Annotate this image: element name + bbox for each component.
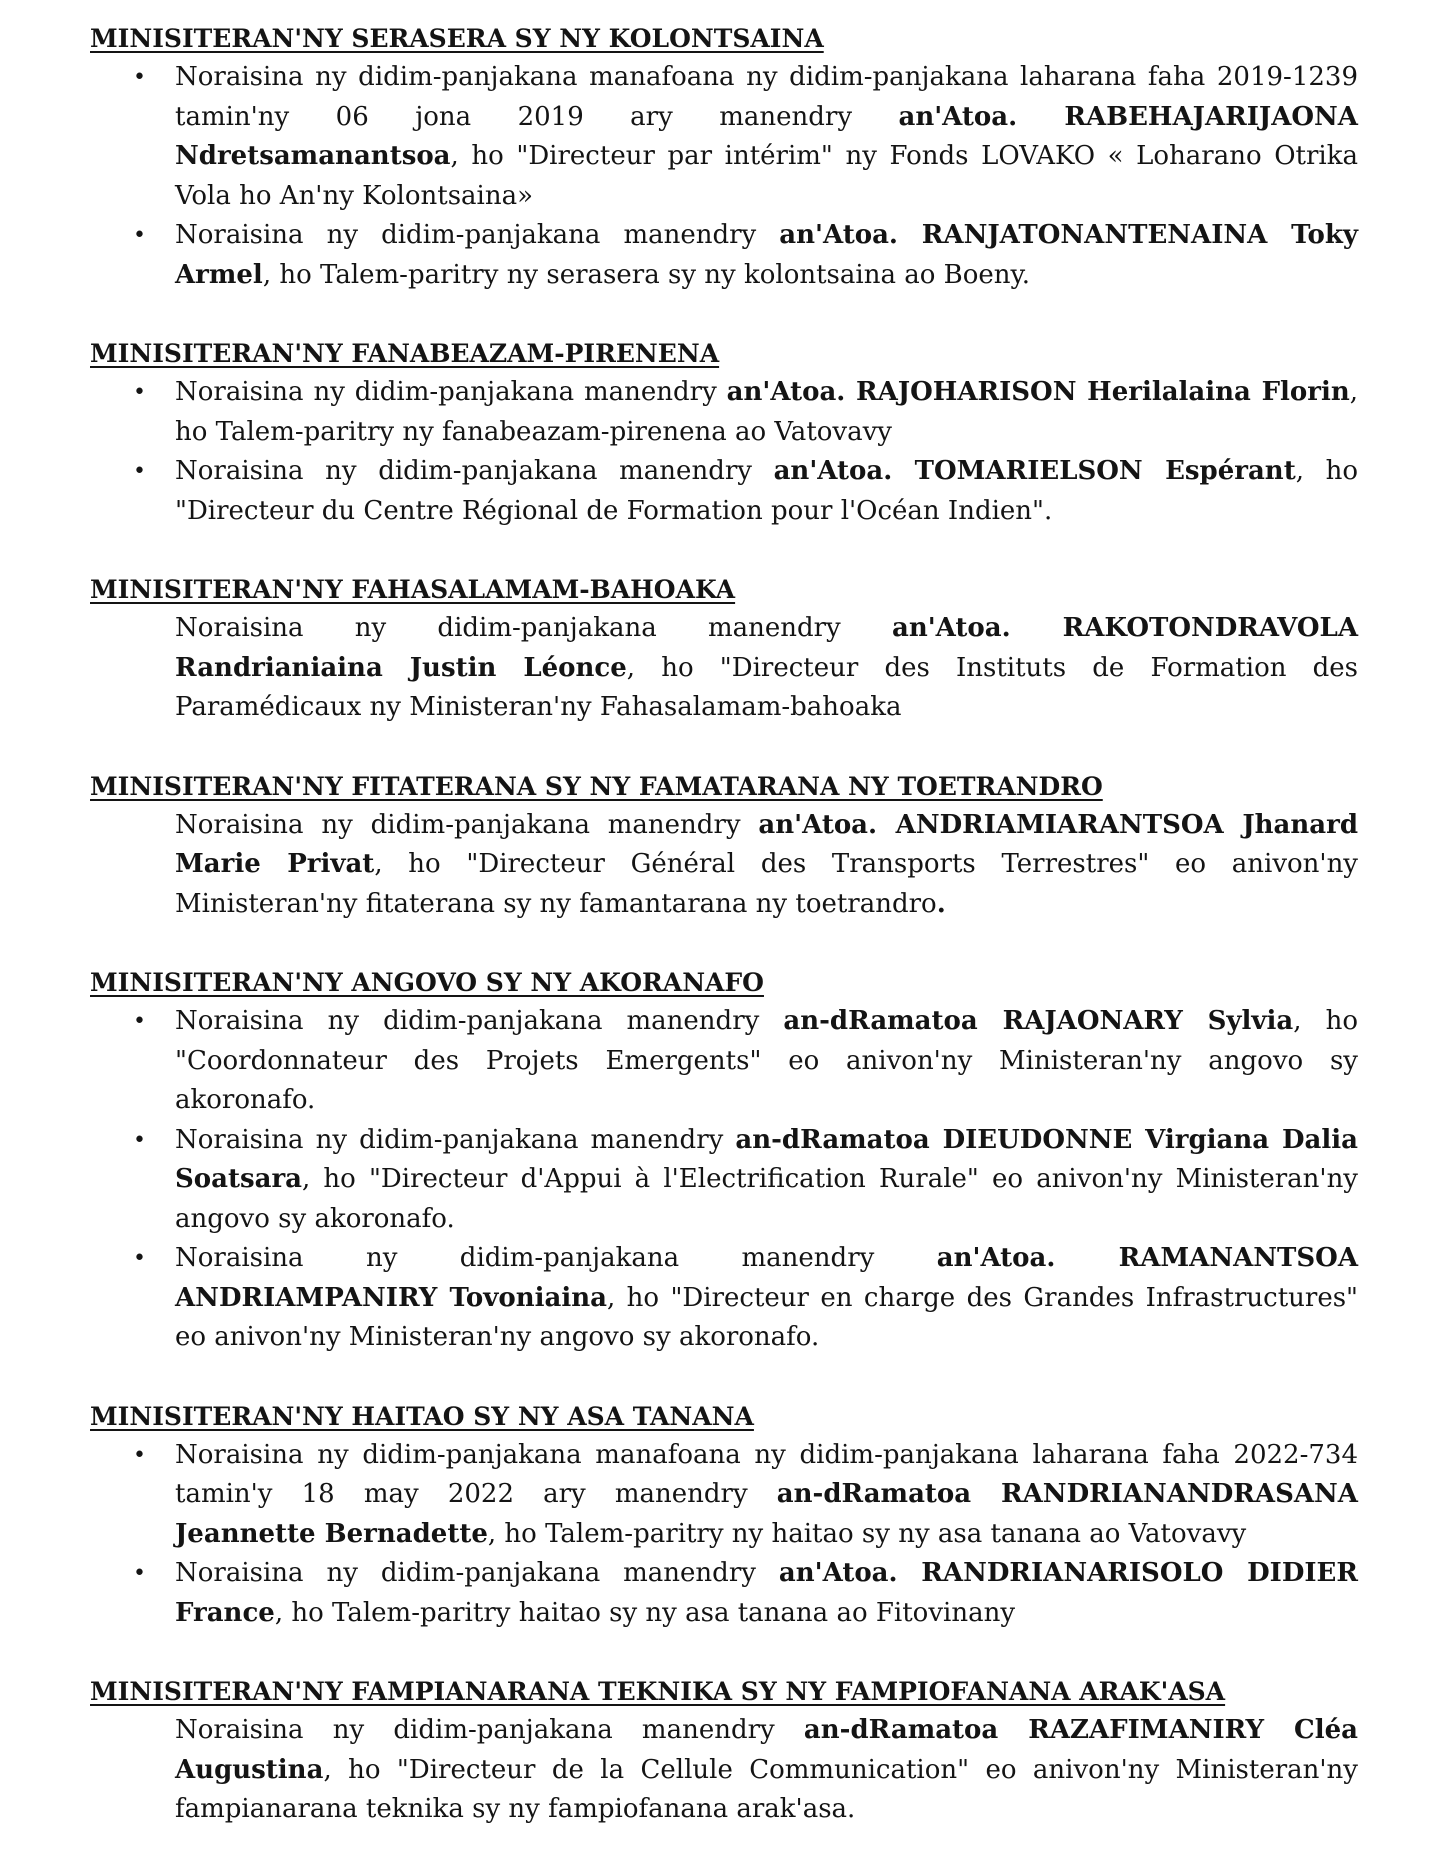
appointment-list [90,1436,1358,1634]
ministry-heading: MINISITERAN'NY FAMPIANARANA TEKNIKA SY NY FAMPIOFANANA ARAK'ASA [90,1677,1226,1706]
entry-text: , ho "Coordonnateur des Projets Emergents" eo anivon'ny Ministeran'ny angovo sy akoronafo. [175,1006,1358,1115]
appointment-entry [133,1239,1359,1358]
bullet-icon: • [133,380,146,405]
entry-text: Noraisina ny didim-panjakana manendry [175,220,780,250]
appointment-entry [175,1711,1358,1830]
ministry-section [90,571,1358,728]
appointee-name: . [936,888,946,919]
appointment-entry [133,216,1358,295]
bullet-icon: • [133,1127,146,1153]
bullet-icon: • [133,65,146,90]
entry-text: , ho Talem-paritry ny fanabeazam-pirenena ao Vatovavy [175,377,1358,447]
bullet-icon: • [133,459,146,484]
entry-text: , ho "Directeur de la Cellule Communication" eo anivon'ny Ministeran'ny fampianarana teknika sy ny fampiofanana arak'asa. [175,1754,1358,1824]
entry-text: , ho "Directeur d'Appui à l'Electrification Rurale" eo anivon'ny Ministeran'ny angovo sy akoronafo. [175,1164,1358,1234]
appointee-name: an'Atoa. RAKOTONDRAVOLA Randrianiaina Justin Léonce [175,613,1358,683]
entry-text: , ho Talem-paritry ny serasera sy ny kolontsaina ao Boeny. [262,259,1031,290]
entry-text: , ho "Directeur Général des Transports Terrestres" eo anivon'ny Ministeran'ny fitaterana sy ny famantarana ny toetrandro [175,849,1359,919]
ministry-heading: MINISITERAN'NY FANABEAZAM-PIRENENA [90,339,720,368]
bullet-icon: • [133,223,146,248]
appointment-entry [175,609,1358,728]
appointee-name: an-dRamatoa RANDRIANANDRASANA Jeannette Bernadette [175,1479,1358,1549]
appointment-list [90,806,1358,925]
ministry-section [90,1398,1358,1634]
entry-text: Noraisina ny didim-panjakana manafoana ny didim-panjakana laharana faha 2019-1239 tamin'ny 06 jona 2019 ary manendry [175,62,1358,132]
bullet-icon: • [133,1009,146,1034]
appointment-list [90,609,1358,728]
entry-text: Noraisina ny didim-panjakana manafoana ny didim-panjakana laharana faha 2022-734 tamin'y 18 may 2022 ary manendry [175,1439,1358,1509]
entry-text: Noraisina ny didim-panjakana manendry [175,613,892,643]
appointee-name: an'Atoa. RAJOHARISON Herilalaina Florin [726,377,1350,407]
entry-text: Noraisina ny didim-panjakana manendry [175,1243,937,1273]
ministry-section [90,335,1358,531]
appointment-entry [133,452,1359,531]
appointment-entry [133,58,1358,216]
entry-text: Noraisina ny didim-panjakana manendry [175,377,727,407]
entry-text: , ho "Directeur en charge des Grandes Infrastructures" eo anivon'ny Ministeran'ny angovo sy akoronafo. [175,1282,1359,1352]
appointment-entry [133,1002,1358,1121]
entry-text: , ho "Directeur du Centre Régional de Formation pour l'Océan Indien". [175,456,1359,526]
ministry-section [90,1673,1358,1830]
entry-text: , ho "Directeur des Instituts de Formation des Paramédicaux ny Ministeran'ny Fahasalamam-bahoaka [175,652,1359,722]
bullet-icon: • [133,1561,146,1586]
appointment-entry [133,1436,1358,1555]
bullet-icon: • [133,1246,146,1271]
ministry-heading: MINISITERAN'NY FITATERANA SY NY FAMATARANA NY TOETRANDRO [90,771,1103,801]
appointment-entry [133,1121,1358,1240]
appointee-name: an-dRamatoa DIEUDONNE Virgiana Dalia Soatsara [175,1124,1358,1194]
bullet-icon: • [133,1442,146,1468]
entry-text: , ho Talem-paritry ny haitao sy ny asa tanana ao Vatovavy [487,1518,1247,1549]
ministry-section [90,964,1358,1358]
appointee-name: an'Atoa. TOMARIELSON Espérant [773,456,1296,486]
entry-text: , ho "Directeur par intérim" ny Fonds LOVAKO « Loharano Otrika Vola ho An'ny Kolontsaina» [175,141,1358,211]
appointee-name: an'Atoa. RANDRIANARISOLO DIDIER France [175,1558,1358,1628]
ministry-heading: MINISITERAN'NY ANGOVO SY NY AKORANAFO [90,968,764,997]
ministry-heading: MINISITERAN'NY FAHASALAMAM-BAHOAKA [90,575,736,604]
appointee-name: an'Atoa. RANJATONANTENAINA Toky Armel [175,220,1358,290]
appointment-list [90,1002,1358,1358]
entry-text: Noraisina ny didim-panjakana manendry [175,1558,779,1588]
entry-text: Noraisina ny didim-panjakana manendry [175,456,774,486]
ministry-section [90,768,1358,925]
appointment-entry [133,1554,1358,1633]
appointee-name: an-dRamatoa RAZAFIMANIRY Cléa Augustina [175,1715,1358,1785]
entry-text: Noraisina ny didim-panjakana manendry [175,1006,784,1036]
entry-text: Noraisina ny didim-panjakana manendry [175,809,759,840]
entry-text: Noraisina ny didim-panjakana manendry [175,1715,804,1745]
entry-text: Noraisina ny didim-panjakana manendry [175,1124,736,1155]
appointee-name: an'Atoa. ANDRIAMIARANTSOA Jhanard Marie Privat [175,809,1358,879]
entry-text: , ho Talem-paritry haitao sy ny asa tanana ao Fitovinany [274,1597,1016,1628]
appointment-entry [133,373,1358,452]
ministry-section [90,20,1358,295]
appointee-name: an'Atoa. RAMANANTSOA ANDRIAMPANIRY Tovoniaina [175,1243,1358,1313]
appointment-list [90,58,1358,295]
ministry-heading: MINISITERAN'NY HAITAO SY NY ASA TANANA [90,1401,754,1431]
appointment-list [90,1711,1358,1830]
ministry-heading: MINISITERAN'NY SERASERA SY NY KOLONTSAINA [90,24,824,53]
appointment-entry [175,806,1358,925]
appointee-name: an'Atoa. RABEHAJARIJAONA Ndretsamanantsoa [175,101,1358,171]
appointee-name: an-dRamatoa RAJAONARY Sylvia [783,1006,1294,1036]
appointment-list [90,373,1358,531]
